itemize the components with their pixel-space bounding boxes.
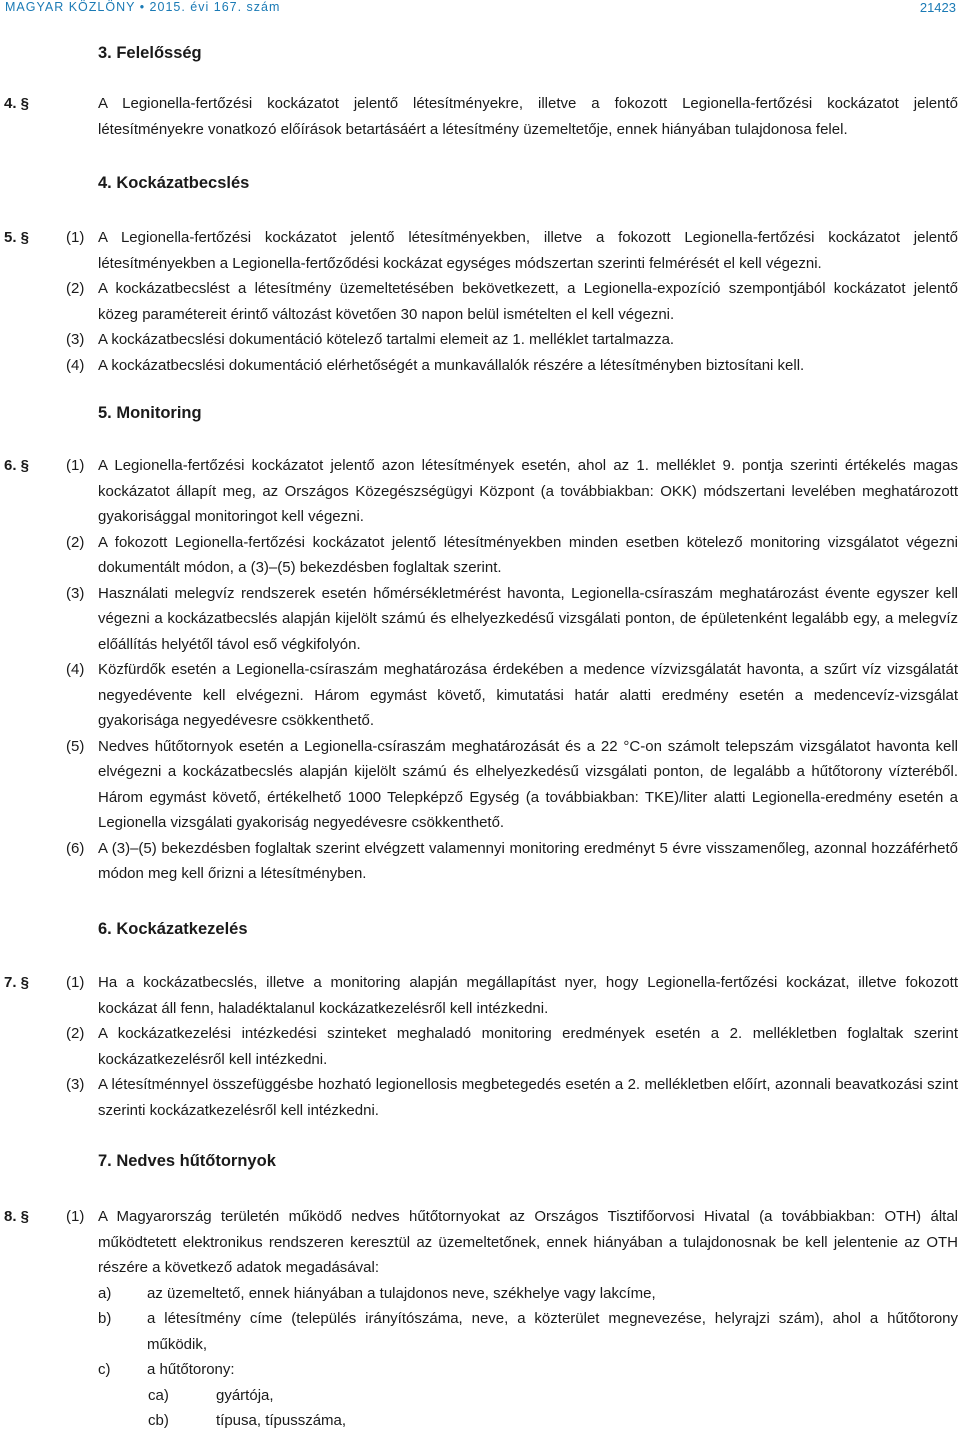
list-item-text: a létesítmény címe (település irányítószáma, neve, a közterület megnevezése, helyrajzi szám), ahol a hűtőtorony működik, — [147, 1310, 958, 1353]
sub-list-item — [0, 1408, 960, 1434]
subsection — [0, 1021, 960, 1072]
paragraph-4 — [0, 91, 960, 142]
subsection-text: Nedves hűtőtornyok esetén a Legionella-csíraszám meghatározását és a 22 °C-on számolt telepszám vizsgálatot havonta kell elvégezni a kockázatbecslés alapján kijelölt számú és elhelyezkedésű vizsgálati ponton, de legalább a hűtőtorony vízteréből. Három egymást követő, értékelhető 1000 Telepképző Egység (a továbbiakban: TKE)/liter alatti Legionella-eredmény esetén a Legionella vizsgálati gyakoriság negyedévesre csökkenthető. — [98, 737, 958, 831]
subsection — [0, 1072, 960, 1123]
subsection — [0, 276, 960, 327]
list-item — [0, 1306, 960, 1357]
subsection-number: (6) — [66, 839, 85, 857]
section-heading-kockazatkezeles: 6. Kockázatkezelés — [98, 920, 248, 938]
subsection — [0, 657, 960, 734]
subsection-text: Ha a kockázatbecslés, illetve a monitoring alapján megállapítást nyer, hogy Legionella-fertőzési kockázat, illetve fokozott kockázat áll fenn, haladéktalanul kockázatkezelésről kell intézkedni. — [98, 974, 958, 1017]
subsection-text: A létesítménnyel összefüggésbe hozható legionellosis megbetegedés esetén a 2. mellékletben előírt, azonnali beavatkozási szint szerinti kockázatkezelésről kell intézkedni. — [98, 1076, 958, 1119]
subsection-number: (1) — [66, 974, 85, 991]
subsection-text: A (3)–(5) bekezdésben foglaltak szerint elvégzett valamennyi monitoring eredményt 5 évre visszamenőleg, azonnal hozzáférhető módon meg kell őrizni a létesítményben. — [98, 839, 958, 882]
subsection-text: A kockázatbecslést a létesítmény üzemeltetésében bekövetkezett, a Legionella-expozíció szempontjából kockázatot jelentő közeg paramétereit érintő változást követően 30 napon belül ismételten el kell végezni. — [98, 280, 958, 323]
sub-list-item-text: gyártója, — [216, 1386, 274, 1404]
list-item-marker: b) — [98, 1310, 112, 1327]
subsection-number: (1) — [66, 1208, 85, 1225]
subsection-number: (3) — [66, 584, 85, 602]
page-number: 21423 — [919, 0, 956, 15]
paragraph-text: A Legionella-fertőzési kockázatot jelentő létesítményekre, illetve a fokozott Legionella-fertőzési kockázatot jelentő létesítményekre vonatkozó előírások betartásáért a létesítmény üzemeltetője, ennek hiányában tulajdonosa felel. — [98, 95, 958, 138]
subsection-text: A kockázatbecslési dokumentáció elérhetőségét a munkavállalók részére a létesítményben biztosítani kell. — [98, 356, 805, 374]
subsection — [0, 225, 960, 276]
paragraph-number: 5. § — [4, 229, 30, 246]
subsection — [0, 836, 960, 887]
paragraph-number: 6. § — [4, 457, 30, 474]
list-item — [0, 1357, 960, 1383]
subsection-text: A Legionella-fertőzési kockázatot jelentő létesítményekben, illetve a fokozott Legionella-fertőzési kockázatot jelentő létesítményekben a Legionella-fertőződési kockázat egységes módszertan szerinti felmérését el kell végezni. — [98, 229, 958, 272]
section-heading-monitoring: 5. Monitoring — [98, 404, 202, 422]
section-heading-felelosseg: 3. Felelősség — [98, 44, 202, 62]
list-item-marker: a) — [98, 1284, 112, 1302]
subsection-text: A kockázatkezelési intézkedési szinteket meghaladó monitoring eredmények esetén a 2. mellékletben foglaltak szerint kockázatkezelésről kell intézkedni. — [98, 1025, 958, 1068]
subsection — [0, 353, 960, 379]
sub-list-item-text: típusa, típusszáma, — [216, 1412, 347, 1429]
subsection — [0, 734, 960, 836]
list-item-text: a hűtőtorony: — [147, 1361, 235, 1378]
subsection — [0, 1204, 960, 1281]
subsection-number: (1) — [66, 457, 85, 474]
paragraph-number: 7. § — [4, 974, 30, 991]
subsection-text: Közfürdők esetén a Legionella-csíraszám meghatározása érdekében a medence vízvizsgálatát havonta, a szűrt víz vizsgálatát negyedévente kell elvégezni. Három egymást követő, kimutatási határ alatti eredmény esetén a medencevíz-vizsgálat gyakorisága negyedévesre csökkenthető. — [98, 661, 958, 729]
subsection-text: A Legionella-fertőzési kockázatot jelentő azon létesítmények esetén, ahol az 1. melléklet 9. pontja szerinti értékelés magas kockázatot állapít meg, az Országos Közegészségügyi Központ (a továbbiakban: OKK) módszertani levelében meghatározott gyakorisággal monitoringot kell végezni. — [98, 457, 958, 525]
paragraph-number: 4. § — [4, 95, 30, 112]
sub-list-item-marker: cb) — [148, 1412, 169, 1429]
subsection-text: A kockázatbecslési dokumentáció kötelező tartalmi elemeit az 1. melléklet tartalmazza. — [98, 331, 675, 348]
subsection — [0, 327, 960, 353]
subsection-number: (3) — [66, 1076, 85, 1093]
subsection-number: (2) — [66, 280, 85, 297]
subsection-number: (3) — [66, 331, 85, 348]
subsection-text: A fokozott Legionella-fertőzési kockázatot jelentő létesítményekben minden esetben kötelező monitoring vizsgálatot végezni dokumentált módon, a (3)–(5) bekezdésben foglaltak szerint. — [98, 533, 958, 576]
subsection-text: Használati melegvíz rendszerek esetén hőmérsékletmérést havonta, Legionella-csíraszám meghatározást évente egyszer kell végezni a kockázatbecslés alapján kijelölt számú és elhelyezkedésű vizsgálati ponton, de épületenként legalább egy, a melegvíz előállítás helyétől távol eső végkifolyón. — [98, 584, 958, 653]
list-item — [0, 1281, 960, 1307]
subsection — [0, 970, 960, 1021]
paragraph-7 — [0, 970, 960, 1123]
paragraph-6 — [0, 453, 960, 887]
subsection — [0, 453, 960, 530]
paragraph-8 — [0, 1204, 960, 1434]
subsection-text: A Magyarország területén működő nedves hűtőtornyokat az Országos Tisztifőorvosi Hivatal (a továbbiakban: OTH) által működtetett elektronikus rendszeren keresztül az üzemeltetőnek, ennek hiányában a tulajdonosnak be kell jelentenie az OTH részére a következő adatok megadásával: — [98, 1208, 958, 1276]
journal-title: MAGYAR KÖZLÖNY • 2015. évi 167. szám — [5, 0, 281, 14]
list-item-text: az üzemeltető, ennek hiányában a tulajdonos neve, székhelye vagy lakcíme, — [147, 1284, 656, 1302]
subsection-number: (2) — [66, 533, 85, 551]
subsection — [0, 581, 960, 658]
sub-list-item-marker: ca) — [148, 1386, 169, 1404]
list-item-marker: c) — [98, 1361, 111, 1378]
subsection-number: (5) — [66, 737, 85, 755]
subsection-number: (1) — [66, 229, 85, 246]
section-heading-kockazatbecsles: 4. Kockázatbecslés — [98, 174, 250, 192]
paragraph-number: 8. § — [4, 1208, 30, 1225]
sub-list-item — [0, 1383, 960, 1409]
page-header — [0, 0, 960, 22]
subsection — [0, 530, 960, 581]
section-heading-nedves-hutotornyok: 7. Nedves hűtőtornyok — [98, 1152, 276, 1170]
subsection-number: (2) — [66, 1025, 85, 1042]
subsection-number: (4) — [66, 661, 85, 678]
subsection-number: (4) — [66, 356, 85, 374]
paragraph-5 — [0, 225, 960, 378]
